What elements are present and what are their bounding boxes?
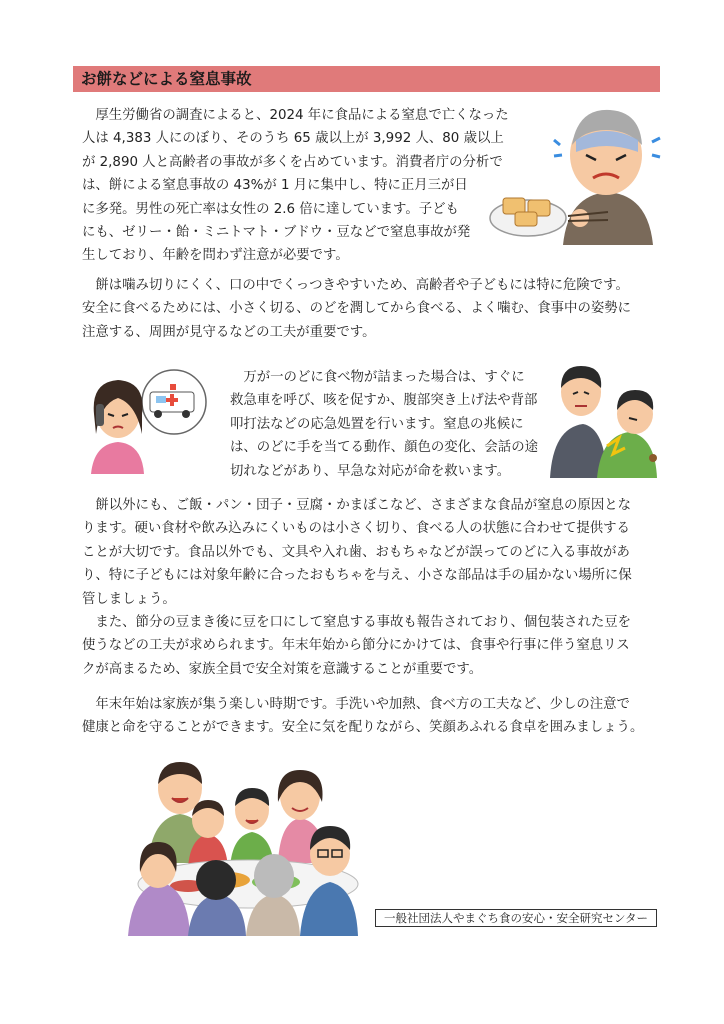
text-line: 万が一のどに食べ物が詰まった場合は、すぐに xyxy=(230,370,525,385)
text-line: 注意する、周囲が見守るなどの工夫が重要です。 xyxy=(82,324,376,340)
text-line: 餅以外にも、ご飯・パン・団子・豆腐・かまぼこなど、さまざまな食品が窒息の原因とな xyxy=(82,498,632,513)
text-line: 健康と命を守ることができます。安全に気を配りながら、笑顔あふれる食卓を囲みましょう。 xyxy=(82,720,644,736)
text-line: 餅は噛み切りにくく、口の中でくっつきやすいため、高齢者や子どもには特に危険です。 xyxy=(82,278,629,293)
text-line: に多発。男性の死亡率は女性の 2.6 倍に達しています。子ども xyxy=(82,201,459,217)
paragraph-closing xyxy=(82,693,662,740)
text-line: 救急車を呼び、咳を促すか、腹部突き上げ法や背部 xyxy=(230,393,538,409)
text-line: ことが大切です。食品以外でも、文具や入れ歯、おもちゃなどが誤ってのどに入る事故があ xyxy=(82,544,630,560)
text-line: 生しており、年齢を問わず注意が必要です。 xyxy=(82,248,349,264)
family-dinner-illustration xyxy=(128,758,368,936)
calling-ambulance-illustration xyxy=(86,364,216,474)
paragraph-other-foods xyxy=(82,494,662,611)
paragraph-safety-tips xyxy=(82,274,662,344)
text-line: 人は 4,383 人にのぼり、そのうち 65 歳以上が 3,992 人、80 歳以上 xyxy=(82,131,504,147)
page-title: お餅などによる窒息事故 xyxy=(81,70,252,88)
text-line: 使うなどの工夫が求められます。年末年始から節分にかけては、食事や行事に伴う窒息リス xyxy=(82,638,630,654)
paragraph-setsubun xyxy=(82,611,662,681)
text-line: 切れなどがあり、早急な対応が命を救います。 xyxy=(230,463,511,479)
text-line: 年末年始は家族が集う楽しい時期です。手洗いや加熱、食べ方の工夫など、少しの注意で xyxy=(82,697,630,712)
text-line: が 2,890 人と高齢者の事故が多くを占めています。消費者庁の分析で xyxy=(82,154,503,170)
text-line: ります。硬い食材や飲み込みにくいものは小さく切り、食べる人の状態に合わせて提供する xyxy=(82,521,630,537)
text-line: にも、ゼリー・飴・ミニトマト・ブドウ・豆などで窒息事故が発 xyxy=(82,225,471,241)
text-line: 管しましょう。 xyxy=(82,591,176,607)
section-header xyxy=(73,66,660,92)
paragraph-statistics xyxy=(82,104,532,268)
back-blow-first-aid-illustration xyxy=(545,358,665,478)
text-line: り、特に子どもには対象年齢に合ったおもちゃを与え、小さな部品は手の届かない場所に保 xyxy=(82,568,632,584)
choking-elderly-man-illustration xyxy=(488,100,668,245)
text-line: 安全に食べるためには、小さく切る、のどを潤してから食べる、よく噛む、食事中の姿勢に xyxy=(82,301,632,317)
text-line: は、のどに手を当てる動作、顔色の変化、会話の途 xyxy=(230,440,538,456)
text-line: は、餅による窒息事故の 43%が 1 月に集中し、特に正月三が日 xyxy=(82,178,468,194)
paragraph-first-aid xyxy=(230,366,540,483)
organization-credit: 一般社団法人やまぐち食の安心・安全研究センター xyxy=(375,909,657,927)
text-line: クが高まるため、家族全員で安全対策を意識することが重要です。 xyxy=(82,661,483,677)
text-line: また、節分の豆まき後に豆を口にして窒息する事故も報告されており、個包装された豆を xyxy=(82,615,632,630)
text-line: 厚生労働省の調査によると、2024 年に食品による窒息で亡くなった xyxy=(82,108,509,123)
text-line: 叩打法などの応急処置を行います。窒息の兆候に xyxy=(230,416,524,432)
